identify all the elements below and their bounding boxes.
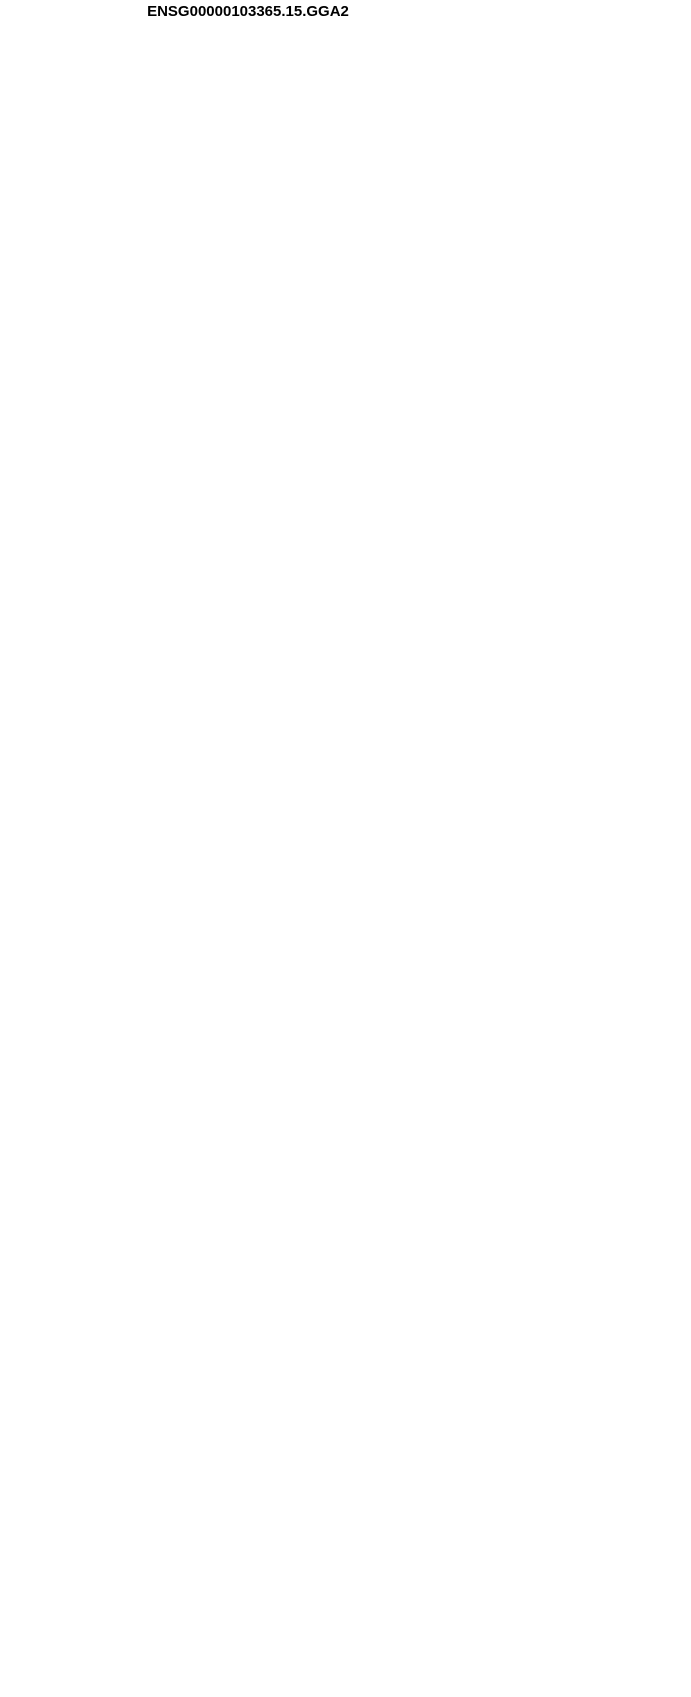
chart-title: ENSG00000103365.15.GGA2 [147, 3, 349, 20]
